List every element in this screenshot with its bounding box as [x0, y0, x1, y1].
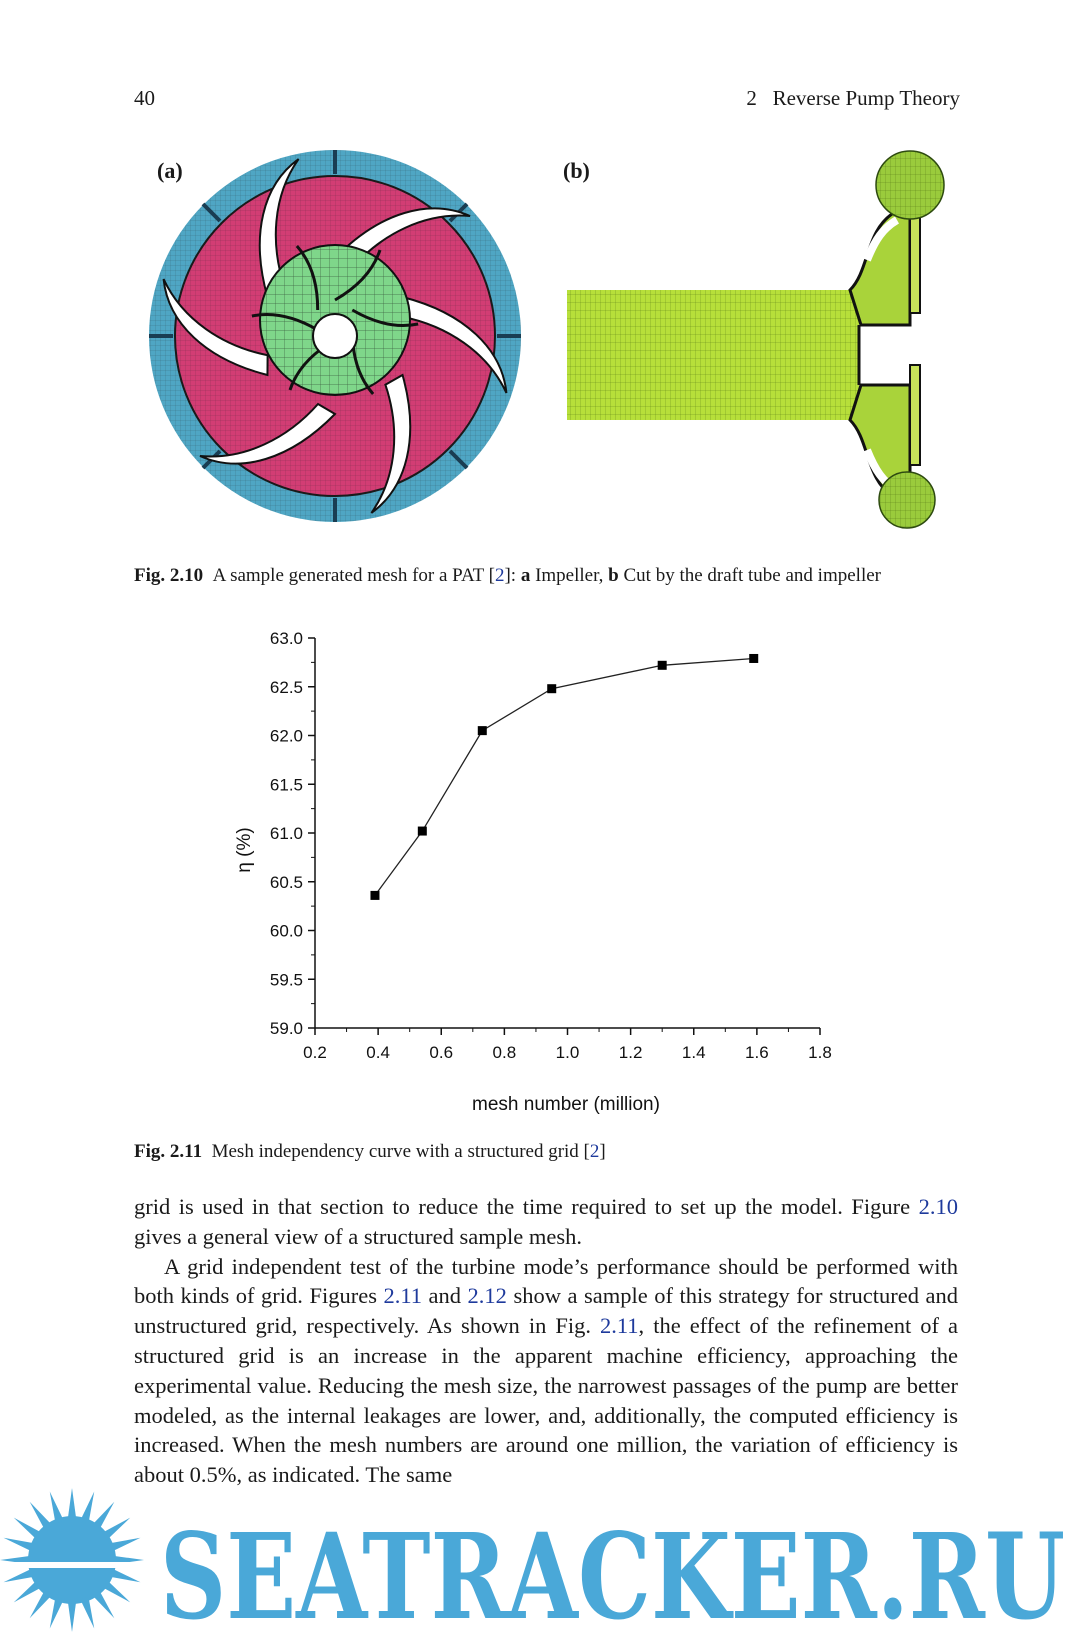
paragraph: A grid independent test of the turbine mode’s performance should be performed with both kinds of grid. Figures 2.11 and 2.12 show a sample of this strategy for structured and unstructured grid, respectively. As shown in Fig. 2.11, the effect of the refinement of a structured grid is an increase in the apparent machine efficiency, approaching the experimental value. Reducing the mesh size, the narrowest passages of the pump are better modeled, as the internal leakages are lower, and, additionally, the computed efficiency is increased. When the mesh numbers are around one million, the variation of efficiency is about 0.5%, as indicated. The same: [134, 1253, 958, 1488]
x-tick-label: 0.4: [366, 1043, 390, 1062]
x-tick-label: 1.8: [808, 1043, 832, 1062]
citation-link[interactable]: 2: [494, 565, 505, 586]
x-tick-label: 1.2: [618, 1043, 643, 1062]
y-tick-label: 63.0: [269, 630, 303, 648]
sun-ray: [102, 1580, 131, 1603]
x-tick-label: 1.6: [745, 1043, 769, 1062]
shaft-hole: [313, 314, 357, 358]
x-tick-label: 0.8: [492, 1043, 517, 1062]
caption-text: A sample generated mesh for a PAT [: [212, 565, 495, 586]
draft-tube-mesh-figure: [565, 150, 965, 540]
watermark: [0, 1478, 1080, 1637]
chapter-number: 2: [746, 86, 757, 110]
caption-text: Impeller,: [530, 565, 609, 586]
y-axis-label: η (%): [234, 827, 255, 873]
running-head: [746, 86, 960, 111]
sun-ray: [50, 1596, 64, 1628]
y-tick-label: 62.0: [269, 726, 303, 746]
draft-tube: [567, 290, 859, 420]
body-text: [134, 1192, 958, 1490]
y-tick-label: 60.5: [269, 872, 303, 892]
x-tick-label: 0.6: [429, 1043, 454, 1062]
impeller-mesh-figure: [140, 150, 530, 530]
caption-text: ]:: [504, 565, 521, 586]
sun-ray: [108, 1538, 140, 1552]
figure-link[interactable]: 2.11: [383, 1283, 423, 1309]
chart-ticks: [270, 630, 832, 1062]
sun-ray: [108, 1568, 140, 1582]
caption-key-b: b: [608, 565, 619, 586]
series-line: [375, 658, 754, 895]
sun-ray: [14, 1518, 43, 1541]
y-tick-label: 60.0: [269, 921, 303, 941]
sun-ray: [14, 1580, 43, 1603]
paragraph: grid is used in that section to reduce the time required to set up the model. Figure 2.10 gives a general view of a structured sample mesh.: [134, 1194, 958, 1249]
watermark-text: SEATRACKER.RU: [160, 1507, 1065, 1637]
citation-link[interactable]: 2: [589, 1141, 600, 1162]
sun-ray: [80, 1596, 94, 1628]
data-point: [547, 684, 556, 693]
caption-number: Fig. 2.11: [134, 1141, 203, 1162]
panel-b-label: (b): [563, 158, 590, 183]
sun-ray: [68, 1488, 77, 1520]
figure-2-11-caption: [134, 1141, 606, 1163]
x-axis-label: mesh number (million): [472, 1094, 660, 1115]
sun-ray: [30, 1590, 53, 1619]
sun-ray: [68, 1600, 77, 1632]
y-tick-label: 59.0: [269, 1019, 303, 1038]
sun-ray: [102, 1518, 131, 1541]
sun-ray: [4, 1538, 36, 1552]
y-tick-label: 61.5: [269, 775, 303, 795]
x-tick-label: 0.2: [303, 1043, 327, 1062]
sun-ray: [30, 1502, 53, 1531]
sun-ray: [50, 1492, 64, 1524]
caption-text: ]: [599, 1141, 606, 1162]
data-point: [478, 726, 487, 735]
y-tick-label: 59.5: [269, 970, 303, 990]
impeller-section: [850, 208, 920, 498]
panel-a-label: (a): [157, 158, 183, 183]
chart-axes: [315, 638, 820, 1028]
mesh-independency-chart: [220, 630, 880, 1120]
page-number: 40: [134, 86, 155, 110]
x-tick-label: 1.4: [681, 1043, 706, 1062]
data-point: [370, 891, 379, 900]
y-tick-label: 62.5: [269, 677, 303, 697]
caption-text: Mesh independency curve with a structured grid [: [211, 1141, 590, 1162]
chart-series: [370, 654, 758, 900]
sun-icon: [0, 1488, 144, 1632]
figure-2-10-caption: [134, 565, 964, 587]
sun-ray: [80, 1492, 94, 1524]
caption-text: Cut by the draft tube and impeller: [618, 565, 881, 586]
caption-number: Fig. 2.10: [134, 565, 204, 586]
data-point: [749, 654, 758, 663]
data-point: [418, 827, 427, 836]
y-tick-label: 61.0: [269, 824, 303, 843]
figure-link[interactable]: 2.10: [918, 1194, 958, 1219]
sun-ray: [92, 1502, 115, 1531]
x-tick-label: 1.0: [555, 1043, 580, 1062]
figure-link[interactable]: 2.12: [467, 1283, 507, 1309]
data-point: [658, 661, 667, 670]
sun-ray: [92, 1590, 115, 1619]
caption-key-a: a: [520, 565, 531, 586]
figure-link[interactable]: 2.11: [600, 1313, 639, 1339]
chapter-title: Reverse Pump Theory: [772, 86, 960, 110]
sun-ray: [4, 1568, 36, 1582]
